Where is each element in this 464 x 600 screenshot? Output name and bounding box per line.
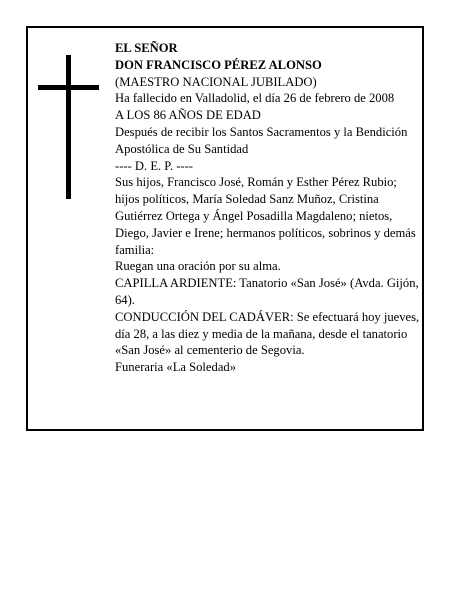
death-statement: Ha fallecido en Valladolid, el día 26 de febrero de 2008 <box>115 91 395 106</box>
prayer-request: Ruegan una oración por su alma. <box>115 259 281 274</box>
funeral-home: Funeraria «La Soledad» <box>115 360 236 375</box>
age-statement: A LOS 86 AÑOS DE EDAD <box>115 108 261 123</box>
chapel-info: CAPILLA ARDIENTE: Tanatorio «San José» (Avda. Gijón, 64). <box>115 276 419 307</box>
obituary-text <box>115 40 421 376</box>
sacraments-statement: Después de recibir los Santos Sacramentos y la Bendición Apostólica de Su Santidad <box>115 124 408 156</box>
procession-info: CONDUCCIÓN DEL CADÁVER: Se efectuará hoy jueves, día 28, a las diez y media de la mañana, desde el tanatorio «San José» al cementerio de Segovia. <box>115 309 420 358</box>
deceased-role: (MAESTRO NACIONAL JUBILADO) <box>115 74 317 89</box>
family-list: Sus hijos, Francisco José, Román y Esther Pérez Rubio; hijos políticos, María Soledad Sanz Muñoz, Cristina Gutiérrez Ortega y Ángel Posadilla Magdaleno; nietos, Diego, Javier e Irene; hermanos políticos, sobrinos y demás familia: <box>115 175 416 257</box>
rip-line: ---- D. E. P. ---- <box>115 158 193 173</box>
obituary-notice <box>26 26 424 431</box>
cross-vertical-bar <box>66 55 71 199</box>
cross-horizontal-bar <box>38 85 99 90</box>
obituary-title: EL SEÑOR <box>115 41 178 55</box>
deceased-name: DON FRANCISCO PÉREZ ALONSO <box>115 57 322 72</box>
